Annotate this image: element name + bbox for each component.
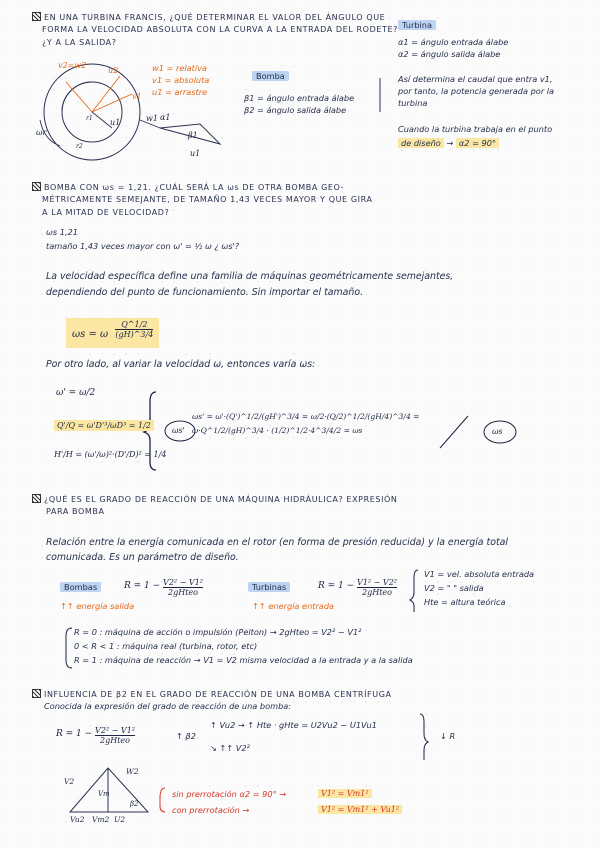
legend-hte: Hte = altura teórica: [424, 597, 506, 607]
turbina-note-1: Así determina el caudal que entra v1,: [398, 74, 553, 84]
tri-w2: W2: [126, 767, 139, 776]
chain-top: ↑ Vu2 → ↑ Hte · gHte = U2Vu2 − U1Vu1: [210, 720, 377, 730]
q1-question-line-2: FORMA LA VELOCIDAD ABSOLUTA CON LA CURVA A LA ENTRADA DEL RODETE?: [42, 25, 398, 34]
label-u1-bottom: u1: [190, 149, 201, 158]
cond-sin-prerrotacion: sin prerrotación α2 = 90° →: [172, 789, 287, 799]
q2-explain-2: dependiendo del punto de funcionamiento. Sin importar el tamaño.: [46, 287, 364, 298]
chain-bottom: ↘ ↑↑ V2²: [210, 743, 250, 753]
checkbox-icon: [32, 182, 41, 191]
q2-question-line-2: MÉTRICAMENTE SEMEJANTE, DE TAMAÑO 1,43 VECES MAYOR Y QUE GIRA: [42, 195, 373, 204]
turbina-note-2: por tanto, la potencia generada por la: [398, 86, 555, 96]
q2-question-line-1: BOMBA CON ωs = 1,21. ¿CUÁL SERÁ LA ωs DE OTRA BOMBA GEO-: [32, 182, 344, 192]
label-r1: r1: [86, 115, 93, 122]
q4-question-line-2: Conocida la expresión del grado de reacción de una bomba:: [44, 701, 292, 711]
bomba-line-2: β2 = ángulo salida álabe: [244, 105, 347, 115]
chain-beta: ↑ β2: [176, 731, 196, 741]
tri-vm2: Vm2: [92, 815, 110, 824]
eq-main-chain: ωs' = ω'·(Q')^1/2/(gH')^3/4 = ω/2·(Q/2)^1/2/(gH/4)^3/4 = ω·Q^1/2/(gH)^3/4 · (1/2)^1/2·4^3/4/2 = ωs: [192, 412, 420, 435]
case-r1: R = 1 : máquina de reacción → V1 = V2 misma velocidad a la entrada y a la salida: [74, 655, 413, 665]
cond-con-prerrotacion: con prerrotación →: [172, 805, 250, 815]
eq-head-ratio: H'/H = (ω'/ω)²·(D'/D)² = 1/4: [54, 450, 167, 459]
checkbox-icon: [32, 689, 41, 698]
turbina-line-2: α2 = ángulo salida álabe: [398, 49, 501, 59]
tri-vm: Vm: [98, 790, 110, 798]
runner-blade: [62, 82, 92, 112]
turbinas-formula: R = 1 − V1² − V2² 2gHteo: [318, 578, 397, 598]
bomba-tag: Bomba: [252, 72, 289, 81]
case-r-between: 0 < R < 1 : máquina real (turbina, rotor, etc): [74, 641, 258, 651]
label-v1: v1: [132, 92, 142, 101]
legend-relativa: w1 = relativa: [152, 63, 208, 73]
label-u1: u1: [110, 118, 121, 127]
legend-v1: V1 = vel. absoluta entrada: [424, 569, 535, 579]
turbinas-note: ↑↑ energía entrada: [252, 601, 335, 611]
turbina-line-1: α1 = ángulo entrada álabe: [398, 37, 509, 47]
legend-v2: V2 = " " salida: [424, 583, 484, 593]
label-alpha1: α1: [160, 113, 171, 122]
q4-question-line-1: INFLUENCIA DE β2 EN EL GRADO DE REACCIÓN DE UNA BOMBA CENTRÍFUGA: [32, 689, 392, 699]
q2-question-line-3: A LA MITAD DE VELOCIDAD?: [42, 208, 170, 217]
label-r2: r2: [76, 143, 83, 150]
bombas-formula: R = 1 − V2² − V1² 2gHteo: [124, 578, 203, 598]
runner-velocity-vectors: [66, 76, 132, 112]
q3-question-line-2: PARA BOMBA: [46, 507, 105, 516]
q1-question-line-3: ¿Y A LA SALIDA?: [42, 38, 117, 47]
tri-v2: V2: [64, 777, 75, 786]
cases-brace: [66, 628, 72, 668]
legend-brace: [410, 570, 418, 612]
q1-question-line-1: EN UNA TURBINA FRANCIS, ¿QUÉ DETERMINAR EL VALOR DEL ÁNGULO QUE: [32, 12, 385, 22]
tri-u2: U2: [114, 815, 126, 824]
checkbox-icon: [32, 494, 41, 503]
label-beta1: β1: [188, 131, 198, 140]
turbina-result-1: Cuando la turbina trabaja en el punto: [398, 124, 553, 134]
bombas-tag: Bombas: [60, 583, 101, 592]
bomba-line-1: β1 = ángulo entrada álabe: [244, 93, 355, 103]
q2-explain-1: La velocidad específica define una familia de máquinas geométricamente semejantes,: [46, 271, 454, 282]
result-brace: [420, 714, 428, 760]
legend-arrastre: u1 = arrastre: [152, 87, 208, 97]
cond-con-result: V1² = Vm1² + Vu1²: [318, 805, 402, 814]
eq-flow-ratio: Q'/Q = ω'D'³/ωD³ = 1/2: [54, 420, 154, 431]
eq-omega-prime: ω' = ω/2: [56, 388, 96, 398]
legend-absoluta: v1 = absoluta: [152, 75, 210, 85]
cond-sin-result: V1² = Vm1²: [318, 789, 372, 798]
turbina-note-3: turbina: [398, 98, 428, 108]
runner-radius: [92, 112, 112, 128]
label-w1: w1: [146, 114, 158, 123]
bombas-note: ↑↑ energía salida: [60, 601, 135, 611]
turbina-tag: Turbina: [398, 21, 436, 30]
label-wr: ωr: [36, 128, 47, 137]
alpha2-90-result: α2 = 90°: [456, 138, 499, 148]
conditions-brace: [160, 788, 165, 812]
tri-b2: β2: [130, 800, 139, 808]
ws-prime-circled: ωs': [172, 426, 185, 435]
ws-circled: ωs: [492, 427, 503, 436]
turbina-result-2: de diseño → α2 = 90°: [398, 139, 499, 148]
q2-given-2: tamaño 1,43 veces mayor con ω' = ½ ω ¿ ωs'?: [46, 241, 240, 251]
q3-def-2: comunicada. Es un parámetro de diseño.: [46, 552, 239, 563]
specific-speed-formula: ωs = ω $\frac{Q\^{}1/2}{(gH)\^{}3/4}$: [66, 318, 159, 348]
label-u2: u2: [108, 66, 119, 75]
chain-result: ↓ R: [440, 731, 456, 741]
q3-def-1: Relación entre la energía comunicada en el rotor (en forma de presión reducida) y la energía total: [46, 537, 508, 548]
q4-r-formula: R = 1 − V2² − V1² 2gHteo: [56, 726, 135, 746]
q2-other: Por otro lado, al variar la velocidad ω, entonces varía ωs:: [46, 359, 316, 370]
q3-question-line-1: ¿QUÉ ES EL GRADO DE REACCIÓN DE UNA MÁQUINA HIDRÁULICA? EXPRESIÓN: [32, 494, 398, 504]
q2-given-1: ωs 1,21: [46, 227, 78, 237]
turbinas-tag: Turbinas: [248, 583, 290, 592]
case-r0: R = 0 : máquina de acción o impulsión (Pelton) → 2gHteo = V2² − V1²: [74, 627, 362, 637]
tri-vu2: Vu2: [70, 815, 85, 824]
label-v2-w2: v2=w2: [58, 61, 87, 70]
